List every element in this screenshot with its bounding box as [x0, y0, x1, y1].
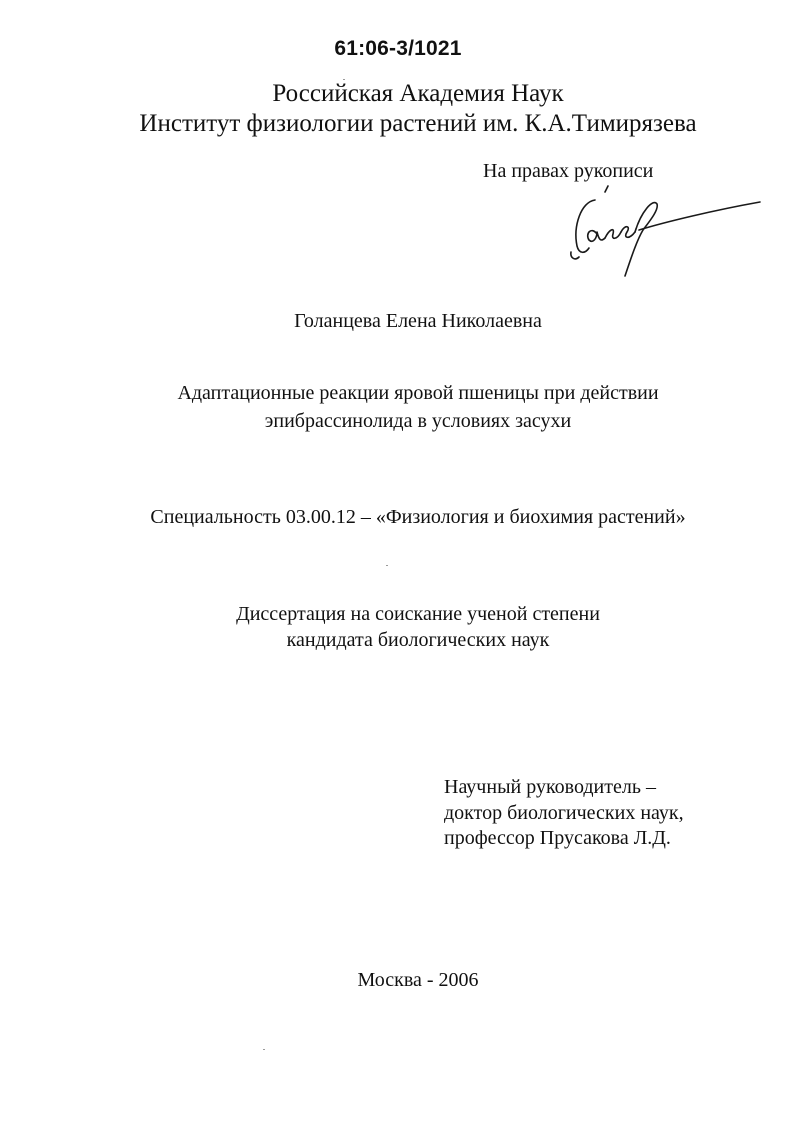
supervisor-line-1: Научный руководитель –: [444, 776, 656, 798]
scan-speck: [343, 79, 345, 80]
city-year: Москва - 2006: [357, 969, 479, 991]
thesis-title-line-1: Адаптационные реакции яровой пшеницы при действии: [177, 382, 659, 404]
catalog-code: 61:06-3/1021: [334, 37, 462, 60]
scan-speck: [263, 1049, 265, 1050]
supervisor-line-2: доктор биологических наук,: [444, 802, 684, 824]
academy-name: Российская Академия Наук: [272, 80, 564, 107]
supervisor-line-3: профессор Прусакова Л.Д.: [444, 827, 671, 849]
scan-speck: [386, 565, 388, 566]
degree-line-2: кандидата биологических наук: [286, 629, 550, 651]
author-name: Голанцева Елена Николаевна: [294, 310, 542, 332]
handwritten-signature: [565, 182, 765, 278]
thesis-title-line-2: эпибрассинолида в условиях засухи: [264, 410, 572, 432]
rights-note: На правах рукописи: [483, 160, 654, 182]
specialty: Специальность 03.00.12 – «Физиология и биохимия растений»: [150, 506, 686, 528]
institute-name: Институт физиологии растений им. К.А.Тимирязева: [139, 110, 697, 137]
degree-line-1: Диссертация на соискание ученой степени: [236, 603, 600, 625]
